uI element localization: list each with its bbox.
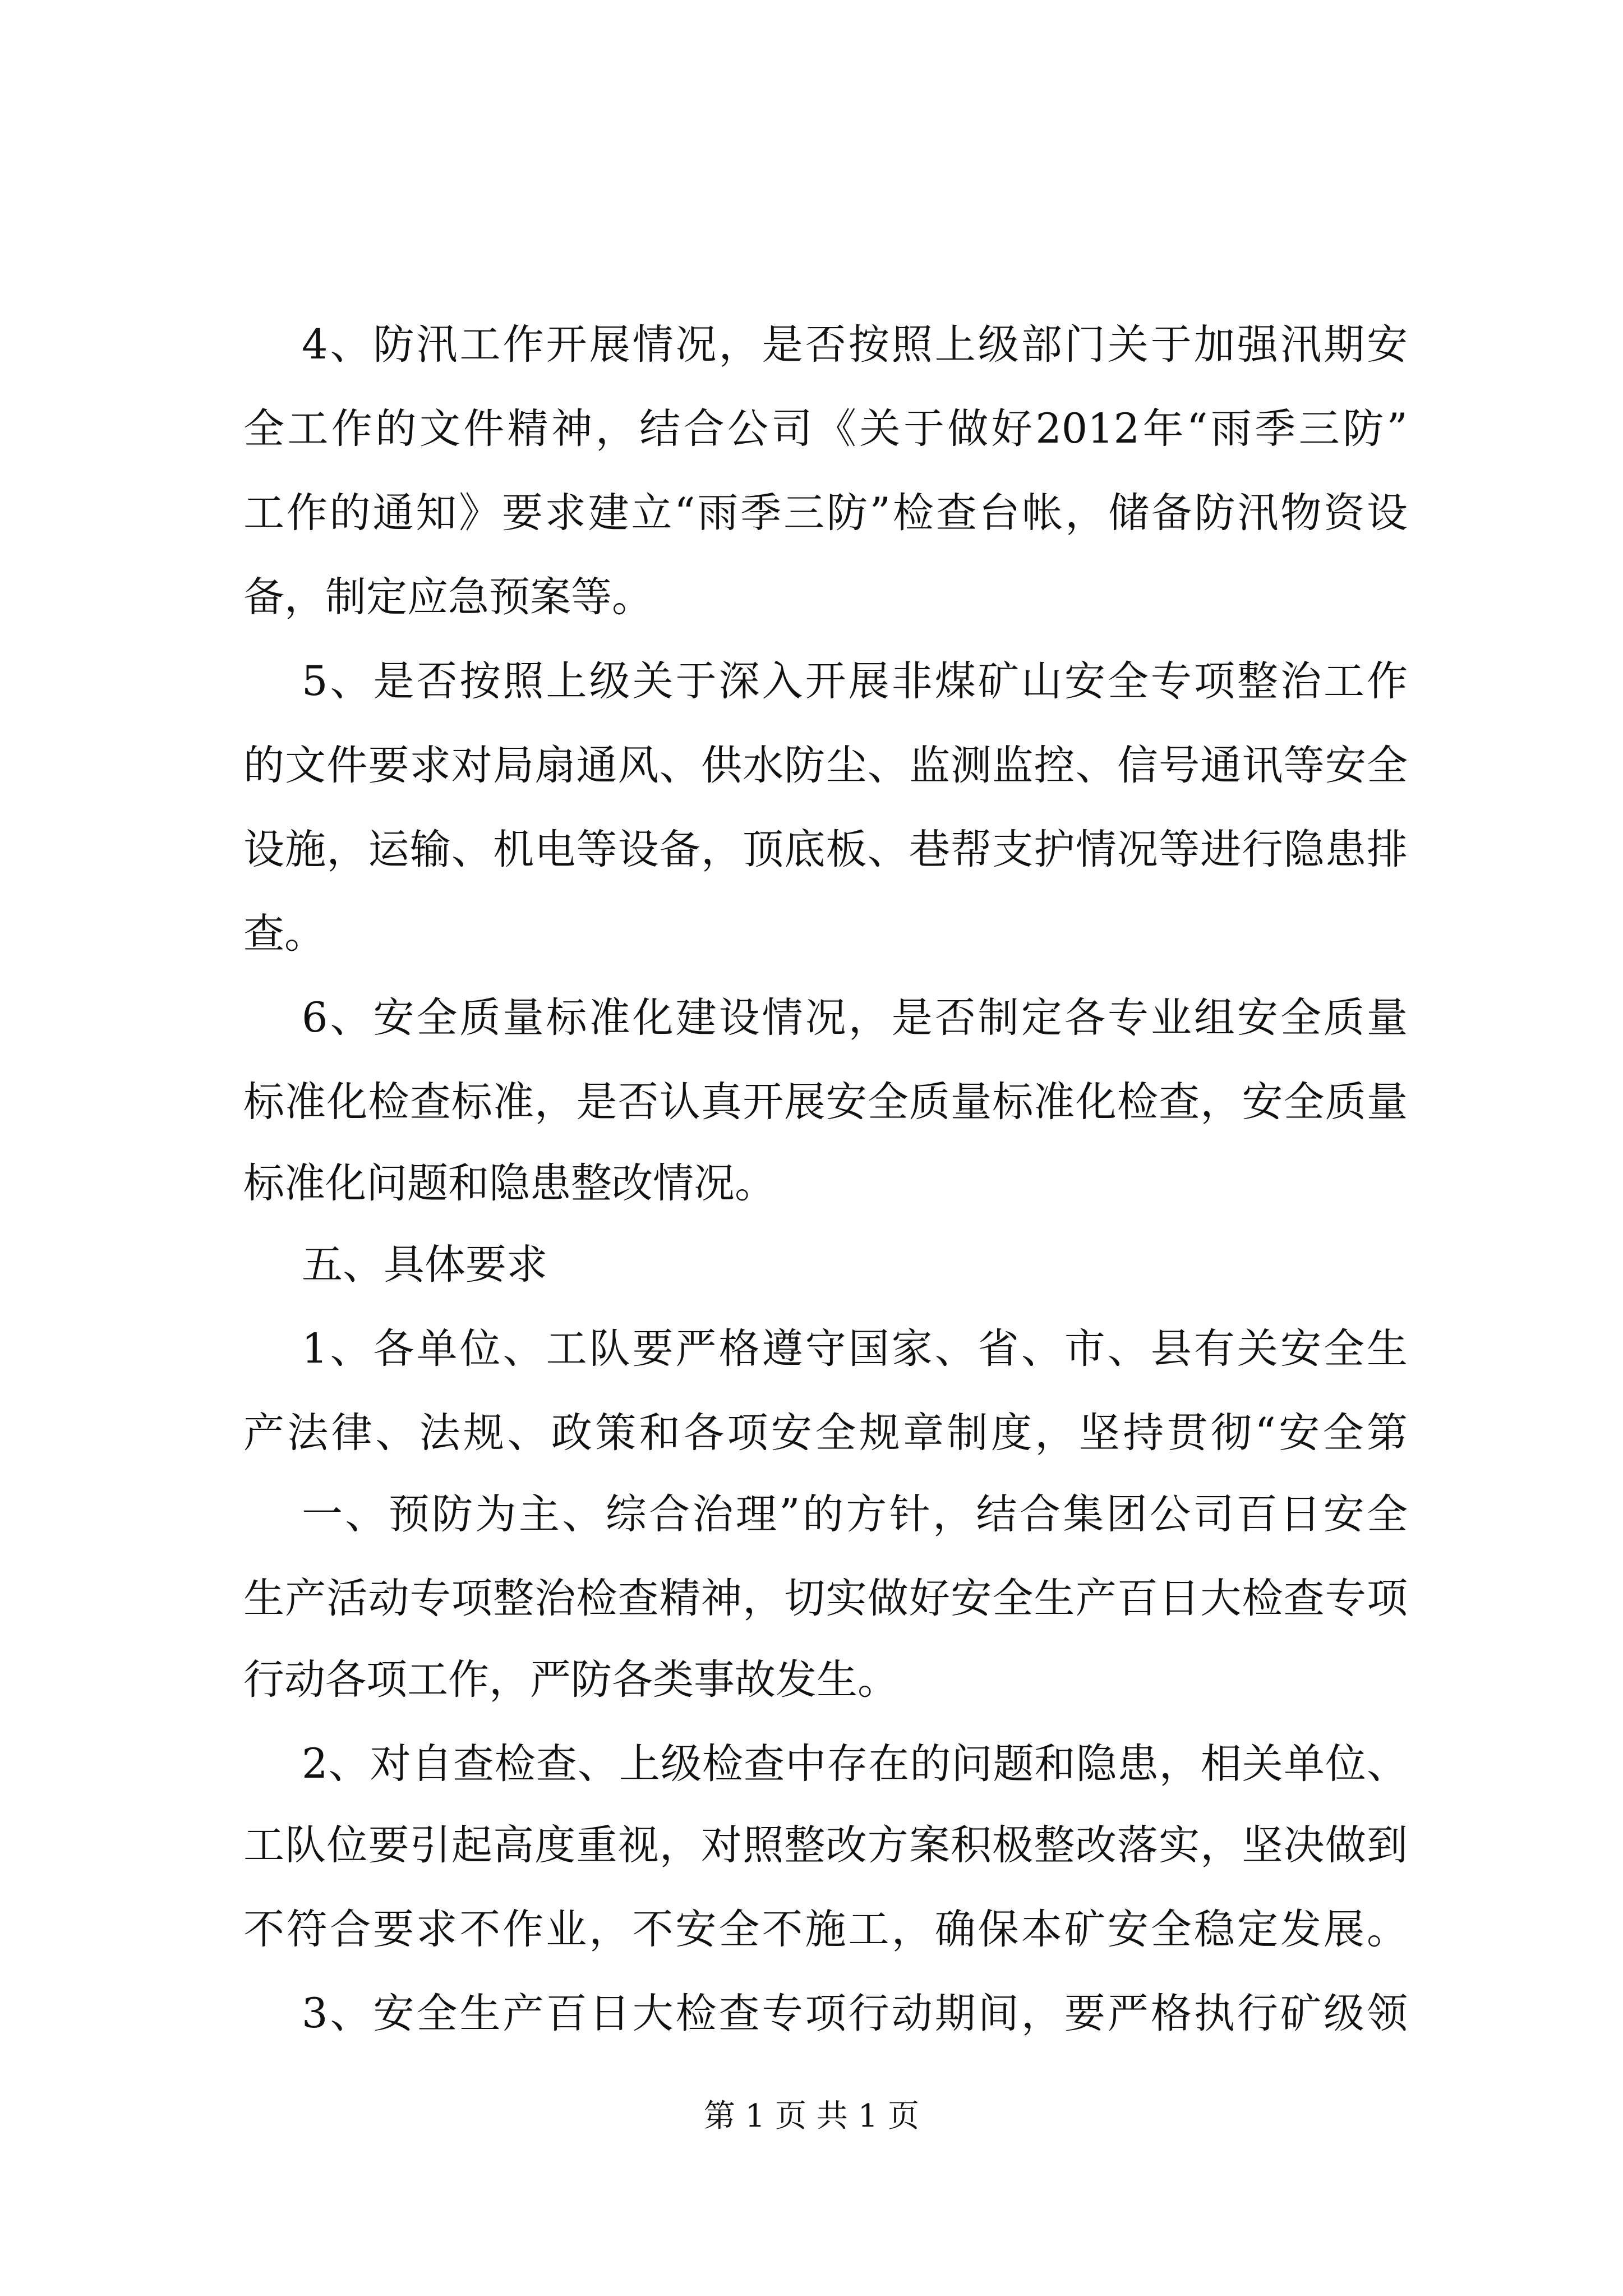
paragraph-line: 1、各单位、工队要严格遵守国家、省、市、县有关安全生 (302, 1325, 1408, 1373)
paragraph-line: 工队位要引起高度重视，对照整改方案积极整改落实，坚决做到 (243, 1821, 1408, 1869)
paragraph-line: 标准化检查标准，是否认真开展安全质量标准化检查，安全质量 (243, 1078, 1408, 1126)
paragraph-line: 生产活动专项整治检查精神，切实做好安全生产百日大检查专项 (243, 1575, 1408, 1622)
paragraph-line: 3、安全生产百日大检查专项行动期间，要严格执行矿级领 (302, 1990, 1408, 2037)
paragraph-line: 5、是否按照上级关于深入开展非煤矿山安全专项整治工作 (302, 657, 1408, 705)
paragraph-line: 行动各项工作，严防各类事故发生。 (243, 1656, 898, 1704)
paragraph-line: 设施，运输、机电等设备，顶底板、巷帮支护情况等进行隐患排 (243, 826, 1408, 873)
section-heading: 五、具体要求 (302, 1241, 547, 1289)
page-number-footer: 第 1 页 共 1 页 (703, 2098, 920, 2134)
paragraph-line: 不符合要求不作业，不安全不施工，确保本矿安全稳定发展。 (243, 1906, 1408, 1953)
paragraph-line: 全工作的文件精神，结合公司《关于做好2012年“雨季三防” (243, 405, 1408, 453)
paragraph-line: 查。 (243, 910, 325, 958)
paragraph-line: 4、防汛工作开展情况，是否按照上级部门关于加强汛期安 (302, 321, 1408, 369)
paragraph-line: 6、安全质量标准化建设情况，是否制定各专业组安全质量 (302, 994, 1408, 1042)
paragraph-line: 产法律、法规、政策和各项安全规章制度，坚持贯彻“安全第 (243, 1409, 1408, 1457)
paragraph-line: 备，制定应急预案等。 (243, 573, 653, 621)
paragraph-line: 标准化问题和隐患整改情况。 (243, 1159, 776, 1207)
paragraph-line: 的文件要求对局扇通风、供水防尘、监测监控、信号通讯等安全 (243, 742, 1408, 789)
paragraph-line: 一、预防为主、综合治理”的方针，结合集团公司百日安全 (302, 1490, 1408, 1538)
paragraph-line: 2、对自查检查、上级检查中存在的问题和隐患，相关单位、 (302, 1740, 1408, 1788)
paragraph-line: 工作的通知》要求建立“雨季三防”检查台帐，储备防汛物资设 (243, 489, 1408, 537)
